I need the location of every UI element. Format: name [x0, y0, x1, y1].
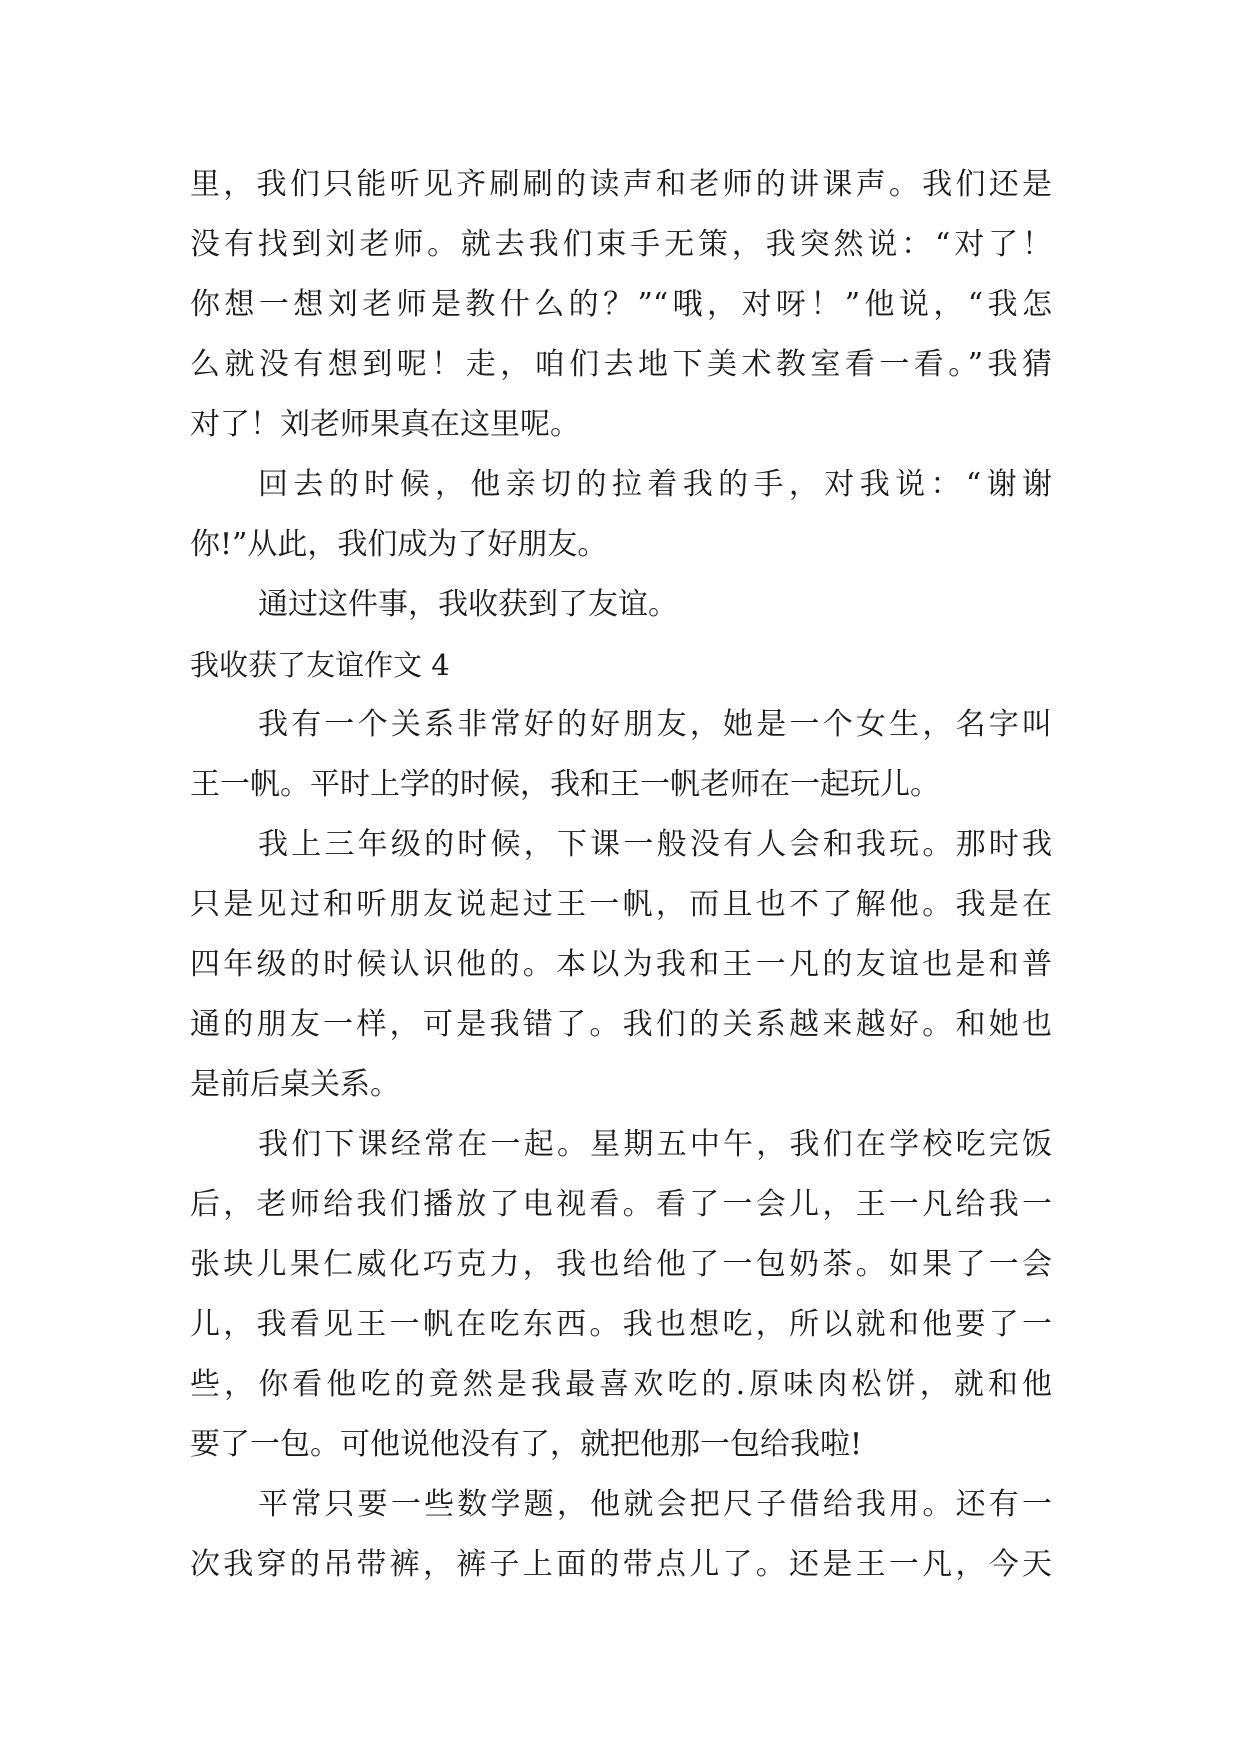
text-line: 王一帆。平时上学的时候，我和王一帆老师在一起玩儿。 [190, 767, 940, 802]
text-line: 么就没有想到呢！走，咱们去地下美术教室看一看。”我猜 [190, 347, 1052, 382]
text-line: 没有找到刘老师。就去我们束手无策，我突然说：“对了！ [190, 227, 1052, 262]
text-line: 四年级的时候认识他的。本以为我和王一凡的友谊也是和普 [190, 947, 1052, 982]
paragraph-first-line: 通过这件事，我收获到了友谊。 [258, 587, 678, 622]
paragraph-first-line: 回去的时候，他亲切的拉着我的手，对我说：“谢谢 [258, 467, 1052, 502]
paragraph-first-line: 我有一个关系非常好的好朋友，她是一个女生，名字叫 [258, 707, 1052, 742]
paragraph-first-line: 我们下课经常在一起。星期五中午，我们在学校吃完饭 [258, 1127, 1052, 1162]
text-line: 后，老师给我们播放了电视看。看了一会儿，王一凡给我一 [190, 1187, 1052, 1222]
text-line: 你!”从此，我们成为了好朋友。 [190, 527, 608, 562]
text-line: 里，我们只能听见齐刷刷的读声和老师的讲课声。我们还是 [190, 167, 1052, 202]
document-page [190, 155, 1052, 1595]
text-line: 些，你看他吃的竟然是我最喜欢吃的.原味肉松饼，就和他 [190, 1367, 1052, 1402]
text-line: 你想一想刘老师是教什么的？”“哦，对呀！”他说，“我怎 [190, 287, 1052, 322]
text-line: 只是见过和听朋友说起过王一帆，而且也不了解他。我是在 [190, 887, 1052, 922]
paragraph-first-line: 平常只要一些数学题，他就会把尺子借给我用。还有一 [258, 1487, 1052, 1522]
text-line: 通的朋友一样，可是我错了。我们的关系越来越好。和她也 [190, 1007, 1052, 1042]
paragraph-first-line: 我上三年级的时候，下课一般没有人会和我玩。那时我 [258, 827, 1052, 862]
section-heading: 我收获了友谊作文 4 [190, 648, 450, 682]
text-line: 儿，我看见王一帆在吃东西。我也想吃，所以就和他要了一 [190, 1307, 1052, 1342]
text-line: 是前后桌关系。 [190, 1067, 400, 1102]
text-line: 要了一包。可他说他没有了，就把他那一包给我啦! [190, 1427, 863, 1462]
text-line: 对了！刘老师果真在这里呢。 [190, 407, 580, 442]
text-line: 次我穿的吊带裤，裤子上面的带点儿了。还是王一凡，今天 [190, 1547, 1052, 1582]
text-line: 张块儿果仁威化巧克力，我也给他了一包奶茶。如果了一会 [190, 1247, 1052, 1282]
